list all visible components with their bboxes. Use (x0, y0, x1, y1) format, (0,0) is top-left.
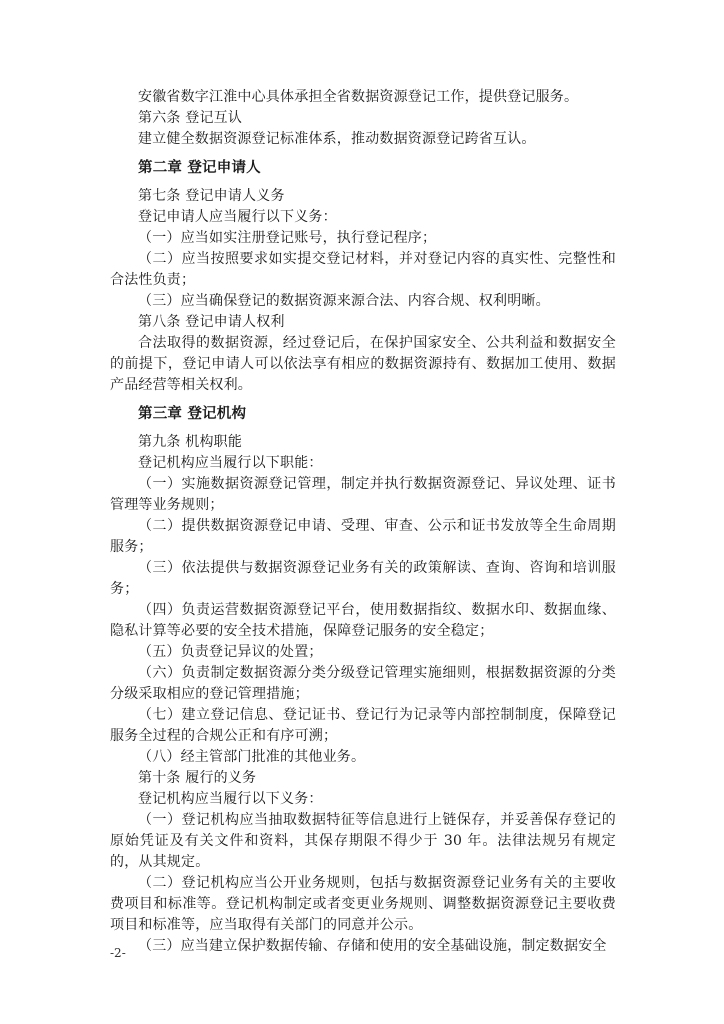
article-9-item-3: （三）依法提供与数据资源登记业务有关的政策解读、查询、咨询和培训服务； (110, 560, 616, 597)
article-7-item-3: （三）应当确保登记的数据资源来源合法、内容合规、权利明晰。 (138, 293, 550, 309)
chapter-2-heading: 第二章 登记申请人 (138, 160, 261, 176)
article-9-item-5: （五）负责登记异议的处置； (138, 644, 323, 660)
article-10-item-3: （三）应当建立保护数据传输、存储和使用的安全基础设施，制定数据安全 (138, 938, 607, 954)
article-9-item-8: （八）经主管部门批准的其他业务。 (138, 749, 366, 765)
article-6-title: 第六条 登记互认 (138, 110, 243, 126)
page-number: -2- (110, 946, 126, 960)
article-9-item-7: （七）建立登记信息、登记证书、登记行为记录等内部控制制度，保障登记服务全过程的合规公正和有序可溯； (110, 707, 616, 744)
article-6-body: 建立健全数据资源登记标准体系，推动数据资源登记跨省互认。 (138, 131, 536, 147)
article-10-item-1: （一）登记机构应当抽取数据特征等信息进行上链保存，并妥善保存登记的原始凭证及有关文件和资料，其保存期限不得少于 30 年。法律法规另有规定的，从其规定。 (110, 812, 616, 870)
article-10-item-2: （二）登记机构应当公开业务规则，包括与数据资源登记业务有关的主要收费项目和标准等。登记机构制定或者变更业务规则、调整数据资源登记主要收费项目和标准等，应当取得有关部门的同意并公示。 (110, 875, 616, 933)
article-9-intro: 登记机构应当履行以下职能： (138, 455, 323, 471)
article-8-title: 第八条 登记申请人权利 (138, 314, 285, 330)
article-9-item-4: （四）负责运营数据资源登记平台，使用数据指纹、数据水印、数据血缘、隐私计算等必要的安全技术措施，保障登记服务的安全稳定； (110, 602, 616, 639)
article-9-item-6: （六）负责制定数据资源分类分级登记管理实施细则，根据数据资源的分类分级采取相应的登记管理措施； (110, 665, 616, 702)
article-7-intro: 登记申请人应当履行以下义务： (138, 209, 337, 225)
article-7-item-2: （二）应当按照要求如实提交登记材料，并对登记内容的真实性、完整性和合法性负责； (110, 251, 616, 288)
article-10-title: 第十条 履行的义务 (138, 770, 257, 786)
article-9-item-2: （二）提供数据资源登记申请、受理、审查、公示和证书发放等全生命周期服务； (110, 518, 616, 555)
chapter-3-heading: 第三章 登记机构 (138, 406, 247, 422)
article-9-item-1: （一）实施数据资源登记管理，制定并执行数据资源登记、异议处理、证书管理等业务规则； (110, 476, 616, 513)
article-10-intro: 登记机构应当履行以下义务： (138, 791, 323, 807)
document-body (110, 87, 616, 957)
article-9-title: 第九条 机构职能 (138, 434, 243, 450)
article-7-title: 第七条 登记申请人义务 (138, 188, 285, 204)
para-center-duty: 安徽省数字江淮中心具体承担全省数据资源登记工作，提供登记服务。 (138, 89, 579, 105)
article-8-body: 合法取得的数据资源，经过登记后，在保护国家安全、公共利益和数据安全的前提下，登记申请人可以依法享有相应的数据资源持有、数据加工使用、数据产品经营等相关权利。 (110, 335, 616, 393)
article-7-item-1: （一）应当如实注册登记账号，执行登记程序； (138, 230, 437, 246)
